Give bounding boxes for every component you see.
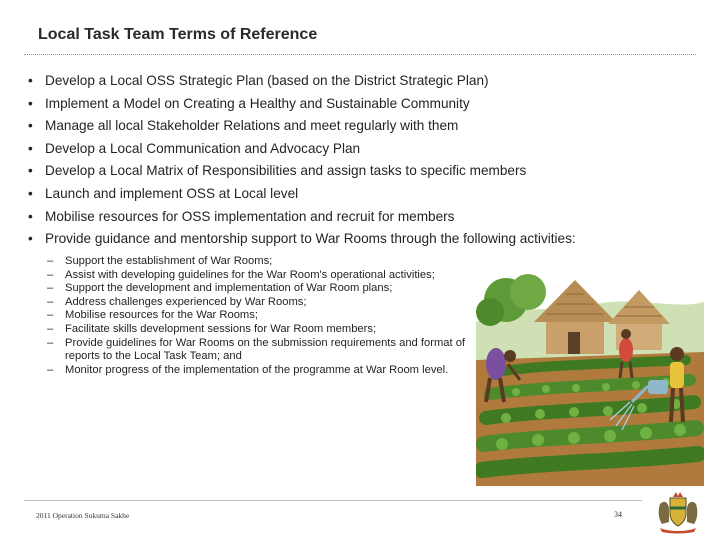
dash-marker: – xyxy=(47,295,54,308)
sub-bullet-text: Address challenges experienced by War Rooms; xyxy=(65,295,307,308)
bullet-list xyxy=(28,70,698,251)
emblem-supporter-right xyxy=(687,502,697,524)
bullet-text: Provide guidance and mentorship support to War Rooms through the following activities: xyxy=(45,231,576,247)
sub-bullet-item xyxy=(47,282,507,296)
bullet-marker: • xyxy=(28,95,33,111)
dash-marker: – xyxy=(47,363,54,376)
sub-bullet-text: Support the development and implementation of War Room plans; xyxy=(65,282,393,295)
bullet-text: Develop a Local Matrix of Responsibilities and assign tasks to specific members xyxy=(45,163,527,179)
sub-bullet-item xyxy=(47,337,477,364)
emblem-crest xyxy=(673,492,683,497)
tree-canopy xyxy=(476,298,504,326)
bullet-text: Launch and implement OSS at Local level xyxy=(45,185,299,201)
sub-bullet-text: Mobilise resources for the War Rooms; xyxy=(65,309,258,322)
sub-bullet-text: Support the establishment of War Rooms; xyxy=(65,255,273,267)
sub-bullet-text: Monitor progress of the implementation of the programme at War Room level. xyxy=(65,363,449,376)
dash-marker: – xyxy=(47,268,54,281)
bullet-marker: • xyxy=(28,163,33,179)
watering-can xyxy=(648,380,668,394)
sub-bullet-text: Provide guidelines for War Rooms on the submission requirements and format of reports to the Local Task Team; and xyxy=(65,336,466,363)
bullet-item xyxy=(28,160,698,183)
emblem-supporter-left xyxy=(659,502,669,524)
bullet-text: Manage all local Stakeholder Relations and meet regularly with them xyxy=(45,118,459,134)
sub-bullet-list xyxy=(47,255,507,377)
bullet-marker: • xyxy=(28,140,33,156)
bullet-text: Mobilise resources for OSS implementation and recruit for members xyxy=(45,208,455,224)
bullet-item xyxy=(28,70,698,93)
sub-bullet-text: Assist with developing guidelines for the War Room's operational activities; xyxy=(65,268,435,281)
bullet-item xyxy=(28,115,698,138)
bullet-item xyxy=(28,93,698,116)
bullet-marker: • xyxy=(28,118,33,134)
footer-divider xyxy=(24,500,642,501)
community-garden-illustration xyxy=(476,252,704,486)
bullet-marker: • xyxy=(28,231,33,247)
dash-marker: – xyxy=(47,322,54,335)
dash-marker: – xyxy=(47,255,54,267)
emblem-shield xyxy=(670,498,686,526)
sub-bullet-text: Facilitate skills development sessions for War Room members; xyxy=(65,322,377,335)
bullet-marker: • xyxy=(28,185,33,201)
title-divider xyxy=(24,54,696,55)
sub-bullet-item xyxy=(47,364,477,378)
bullet-item xyxy=(28,228,698,251)
sub-bullet-item xyxy=(47,296,507,310)
bullet-text: Develop a Local OSS Strategic Plan (based on the District Strategic Plan) xyxy=(45,73,489,88)
sub-bullet-item xyxy=(47,255,507,269)
bullet-marker: • xyxy=(28,208,33,224)
bullet-text: Implement a Model on Creating a Healthy and Sustainable Community xyxy=(45,95,470,111)
bullet-item xyxy=(28,206,698,229)
sub-bullet-item xyxy=(47,309,507,323)
dash-marker: – xyxy=(47,336,54,349)
tree-canopy xyxy=(510,274,546,310)
hut-door xyxy=(568,332,580,354)
dash-marker: – xyxy=(47,282,54,295)
sub-bullet-item xyxy=(47,269,507,283)
bullet-text: Develop a Local Communication and Advocacy Plan xyxy=(45,140,361,156)
footer-text: 2011 Operation Sukuma Sakhe xyxy=(36,511,130,520)
sub-bullet-item xyxy=(47,323,507,337)
bullet-item xyxy=(28,138,698,161)
slide-title: Local Task Team Terms of Reference xyxy=(38,26,318,43)
dash-marker: – xyxy=(47,309,54,322)
page-number: 34 xyxy=(614,510,622,519)
bullet-item xyxy=(28,183,698,206)
coat-of-arms-emblem xyxy=(654,490,702,534)
bullet-marker: • xyxy=(28,73,33,88)
emblem-ribbon xyxy=(660,528,696,534)
